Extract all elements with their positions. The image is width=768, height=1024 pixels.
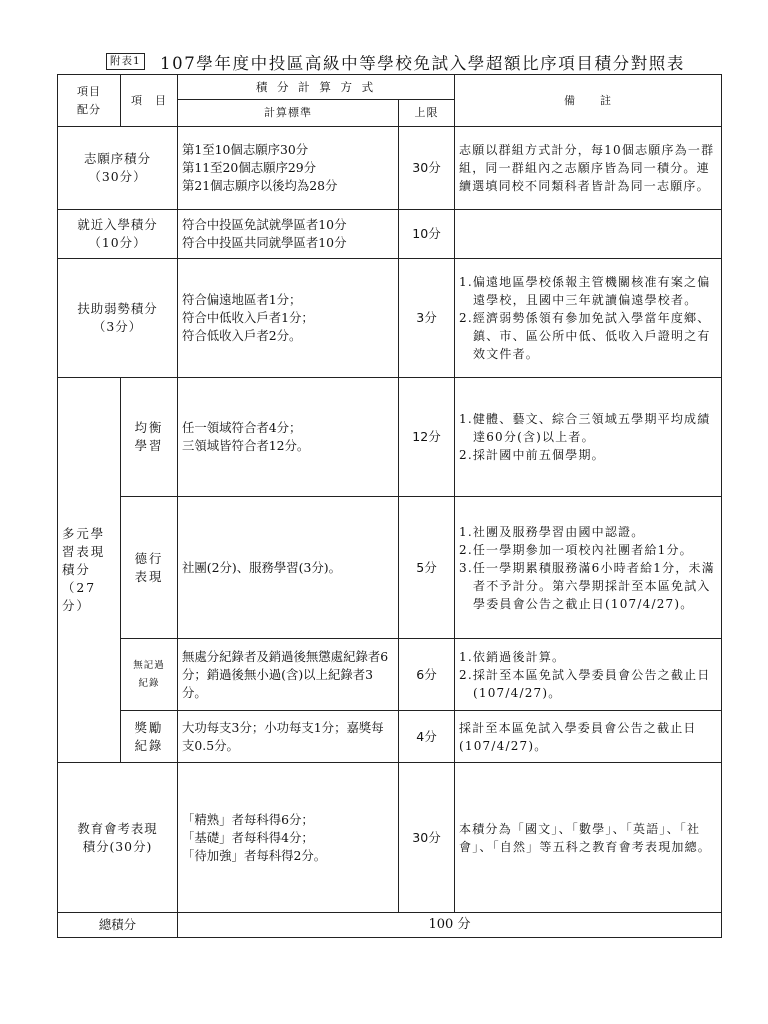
item-balanced-learning <box>121 378 178 497</box>
item-wish-order <box>58 127 178 210</box>
criteria-line: 符合偏遠地區者1分； <box>182 292 302 307</box>
row-total <box>58 913 722 938</box>
item-conduct <box>121 497 178 639</box>
item-disadvantaged <box>58 259 178 378</box>
row-exam <box>58 763 722 913</box>
header-category-line2: 配分 <box>77 102 101 116</box>
item-name-line: 獎勵 <box>134 719 164 735</box>
header-note: 備 註 <box>455 75 722 127</box>
header-category-line1: 項目 <box>77 84 101 98</box>
criteria-balanced-learning <box>178 378 399 497</box>
category-line: 積分 <box>62 562 91 577</box>
item-name: 志願序積分 <box>84 151 151 166</box>
item-nearby <box>58 210 178 259</box>
criteria-line: 社團(2分)、服務學習(3分)。 <box>182 559 342 575</box>
total-label: 總積分 <box>58 913 178 938</box>
item-name: 教育會考表現 <box>77 820 158 836</box>
criteria-line: 任一領域符合者4分； <box>182 420 302 435</box>
row-no-demerit <box>58 639 722 711</box>
criteria-line: 「待加強」者每科得2分。 <box>182 847 327 863</box>
criteria-line: 「基礎」者每科得4分； <box>182 829 314 845</box>
document-title: 107學年度中投區高級中等學校免試入學超額比序項目積分對照表 <box>160 54 685 73</box>
note-item: 2.採計至本區免試入學委員會公告之截止日(107/4/27)。 <box>459 667 711 700</box>
item-points: （3分） <box>92 319 143 334</box>
header-row <box>58 75 722 100</box>
row-conduct <box>58 497 722 639</box>
limit-disadvantaged: 3分 <box>399 259 455 378</box>
note-item: 3.任一學期累積服務滿6小時者給1分，未滿者不予計分。第六學期採計至本區免試入學委員會公告之截止日(107/4/27)。 <box>459 560 715 611</box>
header-limit: 上限 <box>399 100 455 127</box>
item-name-line: 德行 <box>134 550 164 566</box>
total-value: 100 分 <box>178 913 722 938</box>
row-awards <box>58 711 722 763</box>
criteria-nearby <box>178 210 399 259</box>
note-nearby <box>455 210 722 259</box>
score-table <box>57 74 722 938</box>
criteria-conduct <box>178 497 399 639</box>
item-name: 就近入學積分 <box>77 217 158 232</box>
category-line: （27分） <box>62 580 97 613</box>
criteria-line: 第21個志願序以後均為28分 <box>182 178 338 193</box>
row-wish-order <box>58 127 722 210</box>
attachment-label: 附表1 <box>106 53 145 70</box>
criteria-line: 符合中投區共同就學區者10分 <box>182 235 347 250</box>
item-name-line: 表現 <box>134 568 164 584</box>
row-balanced-learning <box>58 378 722 497</box>
item-name-line: 紀錄 <box>138 677 160 689</box>
criteria-wish-order <box>178 127 399 210</box>
row-nearby <box>58 210 722 259</box>
note-item: 2.任一學期參加一項校內社團者給1分。 <box>459 542 693 557</box>
item-points: （30分） <box>88 169 147 184</box>
note-item: 2.經濟弱勢係領有參加免試入學當年度鄉、鎮、市、區公所中低、低收入戶證明之有效文件者。 <box>459 311 711 361</box>
item-awards <box>121 711 178 763</box>
criteria-line: 第11至20個志願序29分 <box>182 160 317 175</box>
note-disadvantaged <box>455 259 722 378</box>
note-item: 2.採計國中前五個學期。 <box>459 448 605 462</box>
criteria-no-demerit: 無處分紀錄者及銷過後無懲處紀錄者6分；銷過後無小過(含)以上紀錄者3分。 <box>178 639 399 711</box>
note-balanced-learning <box>455 378 722 497</box>
item-name-line: 學習 <box>134 438 164 453</box>
note-awards: 採計至本區免試入學委員會公告之截止日(107/4/27)。 <box>455 711 722 763</box>
criteria-line: 三領域皆符合者12分。 <box>182 438 310 453</box>
criteria-line: 第1至10個志願序30分 <box>182 142 309 157</box>
note-conduct <box>455 497 722 639</box>
criteria-line: 符合中低收入戶者1分； <box>182 310 314 325</box>
category-line: 習表現 <box>62 544 106 559</box>
limit-no-demerit: 6分 <box>399 639 455 711</box>
item-exam <box>58 763 178 913</box>
criteria-exam <box>178 763 399 913</box>
header-criteria: 計算標準 <box>178 100 399 127</box>
category-diverse <box>58 378 121 763</box>
page-title <box>106 50 726 74</box>
note-no-demerit <box>455 639 722 711</box>
limit-nearby: 10分 <box>399 210 455 259</box>
item-name: 扶助弱勢積分 <box>77 301 158 316</box>
limit-awards: 4分 <box>399 711 455 763</box>
row-disadvantaged <box>58 259 722 378</box>
item-points: 積分(30分) <box>82 838 153 854</box>
item-name-line: 均衡 <box>134 420 164 435</box>
note-item: 1.依銷過後計算。 <box>459 649 566 664</box>
category-line: 多元學 <box>62 526 106 541</box>
limit-balanced-learning: 12分 <box>399 378 455 497</box>
note-item: 1.偏遠地區學校係報主管機關核准有案之偏遠學校，且國中三年就讀偏遠學校者。 <box>459 275 711 307</box>
note-item: 1.社團及服務學習由國中認證。 <box>459 524 645 539</box>
item-name-line: 無記過 <box>133 659 165 671</box>
header-item: 項 目 <box>121 75 178 127</box>
criteria-disadvantaged <box>178 259 399 378</box>
criteria-line: 「精熟」者每科得6分； <box>182 811 314 827</box>
limit-exam: 30分 <box>399 763 455 913</box>
limit-conduct: 5分 <box>399 497 455 639</box>
criteria-line: 符合低收入戶者2分。 <box>182 328 302 343</box>
note-item: 1.健體、藝文、綜合三領域五學期平均成績達60分(含)以上者。 <box>459 412 711 444</box>
header-method: 積 分 計 算 方 式 <box>178 75 455 100</box>
criteria-line: 符合中投區免試就學區者10分 <box>182 217 347 232</box>
note-wish-order: 志願以群組方式計分，每10個志願序為一群組，同一群組內之志願序皆為同一積分。連續選填同校不同類科者皆計為同一志願序。 <box>455 127 722 210</box>
note-exam: 本積分為「國文」、「數學」、「英語」、「社會」、「自然」等五科之教育會考表現加總。 <box>455 763 722 913</box>
item-name-line: 紀錄 <box>134 737 164 753</box>
header-category <box>58 75 121 127</box>
item-no-demerit <box>121 639 178 711</box>
item-points: （10分） <box>88 235 147 250</box>
criteria-awards: 大功每支3分；小功每支1分；嘉獎每支0.5分。 <box>178 711 399 763</box>
limit-wish-order: 30分 <box>399 127 455 210</box>
